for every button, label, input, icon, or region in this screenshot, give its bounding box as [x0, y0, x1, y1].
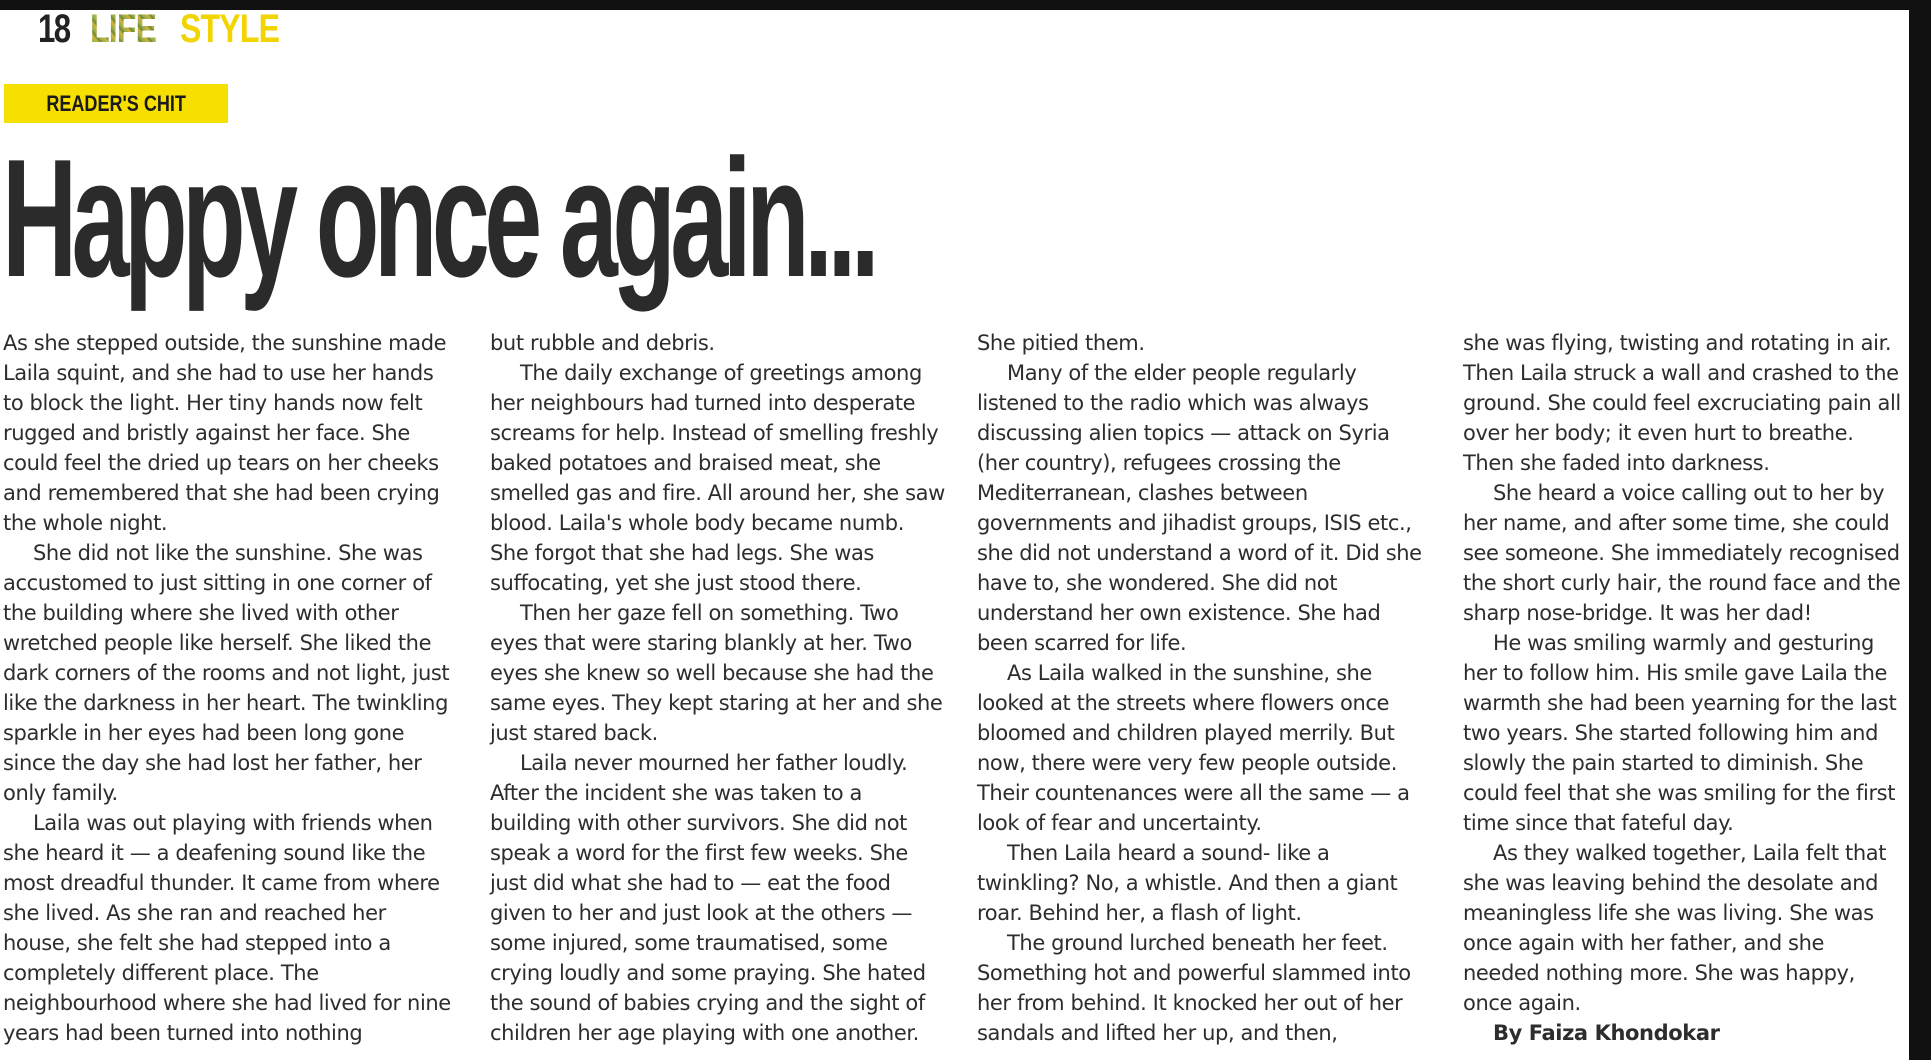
headline: Happy once again...: [2, 124, 875, 312]
paragraph: As Laila walked in the sunshine, she looked at the streets where flowers once bloomed and children played merrily. But now, there were very few people outside. Their countenances were all the same — a look of fear and uncertainty.: [977, 661, 1410, 835]
paragraph: but rubble and debris.: [490, 331, 715, 355]
paragraph: she was flying, twisting and rotating in air. Then Laila struck a wall and crashed to the ground. She could feel excruciating pain all over her body; it even hurt to breathe. Then she faded into darkness.: [1463, 331, 1901, 475]
byline: By Faiza Khondokar: [1493, 1021, 1720, 1045]
right-border: [1909, 0, 1931, 1060]
paragraph: As she stepped outside, the sunshine made Laila squint, and she had to use her hands to block the light. Her tiny hands now felt rugged and bristly against her face. She could feel the dried up tears on her cheeks and remembered that she had been crying the whole night.: [3, 331, 447, 535]
article-column-4: [1463, 328, 1903, 1048]
section-name-life: LIFE: [90, 7, 162, 52]
paragraph: Then her gaze fell on something. Two eyes that were staring blankly at her. Two eyes she knew so well because she had the same eyes. They kept staring at her and she just stared back.: [490, 601, 943, 745]
kicker-label: [4, 84, 228, 123]
section-name: [90, 7, 304, 52]
paragraph: The daily exchange of greetings among her neighbours had turned into desperate screams for help. Instead of smelling freshly baked potatoes and braised meat, she smelled gas and fire. All around her, she saw blood. Laila's whole body became numb. She forgot that she had legs. She was suffocating, yet she just stood there.: [490, 361, 945, 595]
paragraph: Then Laila heard a sound- like a twinkling? No, a whistle. And then a giant roar. Behind her, a flash of light.: [977, 841, 1398, 925]
paragraph: As they walked together, Laila felt that she was leaving behind the desolate and meaningless life she was living. She was once again with her father, and she needed nothing more. She was happy, once again.: [1463, 841, 1887, 1015]
paragraph: The ground lurched beneath her feet. Something hot and powerful slammed into her from behind. It knocked her out of her sandals and lifted her up, and then,: [977, 931, 1411, 1045]
kicker-text: READER'S CHIT: [46, 90, 186, 116]
paragraph: Laila was out playing with friends when she heard it — a deafening sound like the most dreadful thunder. It came from where she lived. As she ran and reached her house, she felt she had stepped into a completely different place. The neighbourhood where she had lived for nine years had been turned into nothing: [3, 811, 451, 1045]
paragraph: She heard a voice calling out to her by her name, and after some time, she could see someone. She immediately recognised the short curly hair, the round face and the sharp nose-bridge. It was her dad!: [1463, 481, 1901, 625]
article-column-3: [977, 328, 1432, 1048]
section-name-style: STYLE: [180, 6, 280, 51]
paragraph: She pitied them.: [977, 331, 1145, 355]
article-column-2: [490, 328, 945, 1048]
paragraph: He was smiling warmly and gesturing her to follow him. His smile gave Laila the warmth she had been yearning for the last two years. She started following him and slowly the pain started to diminish. She could feel that she was smiling for the first time since that fateful day.: [1463, 631, 1897, 835]
paragraph: She did not like the sunshine. She was accustomed to just sitting in one corner of the building where she lived with other wretched people like herself. She liked the dark corners of the rooms and not light, just like the darkness in her heart. The twinkling sparkle in her eyes had been long gone since the day she had lost her father, her only family.: [3, 541, 450, 805]
paragraph: Many of the elder people regularly listened to the radio which was always discussing alien topics — attack on Syria (her country), refugees crossing the Mediterranean, clashes between governments and jihadist groups, ISIS etc., she did not understand a word of it. Did she have to, she wondered. She did not understand her own existence. She had been scarred for life.: [977, 361, 1422, 655]
paragraph: Laila never mourned her father loudly. After the incident she was taken to a building with other survivors. She did not speak a word for the first few weeks. She just did what she had to — eat the food given to her and just look at the others — some injured, some traumatised, some crying loudly and some praying. She hated the sound of babies crying and the sight of children her age playing with one another.: [490, 751, 926, 1045]
article-column-1: [3, 328, 458, 1048]
page-header: [38, 6, 304, 52]
page-number: 18: [38, 6, 70, 51]
